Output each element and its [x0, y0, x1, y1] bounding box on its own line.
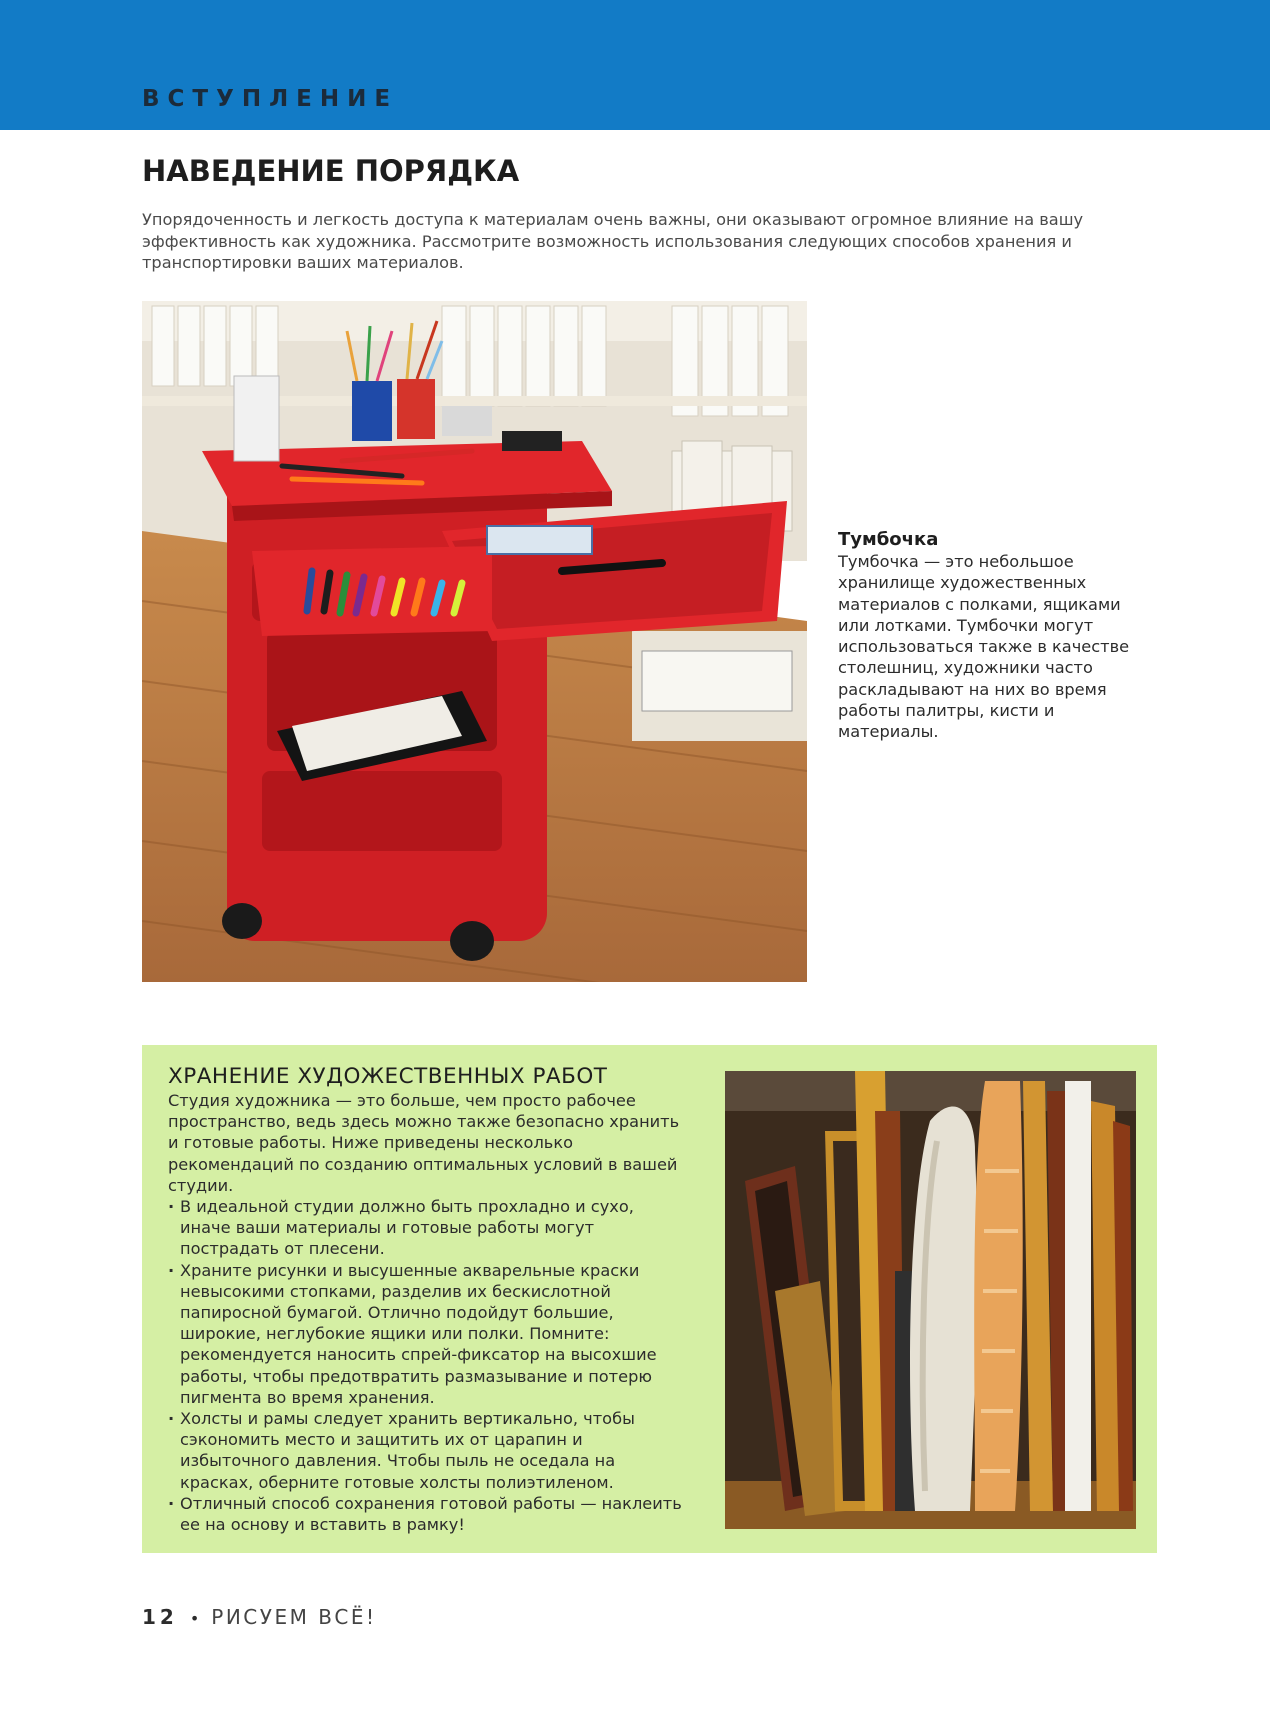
book-title: РИСУЕМ ВСЁ! — [211, 1605, 377, 1629]
page-title: НАВЕДЕНИЕ ПОРЯДКА — [142, 154, 520, 188]
sidebar-note — [838, 528, 1138, 743]
footer-separator: • — [189, 1609, 200, 1628]
section-label: ВСТУПЛЕНИЕ — [142, 86, 399, 112]
page-number: 12 — [142, 1605, 178, 1629]
intro-paragraph: Упорядоченность и легкость доступа к материалам очень важны, они оказывают огромное влияние на вашу эффективность как художника. Рассмотрите возможность использования следующих способов хранения и транспортировки ваших материалов. — [142, 210, 1084, 272]
frames-photo — [725, 1071, 1136, 1529]
sidebar-title: Тумбочка — [838, 529, 939, 550]
storage-box-title: ХРАНЕНИЕ ХУДОЖЕСТВЕННЫХ РАБОТ — [168, 1064, 608, 1089]
list-item: · Храните рисунки и высушенные акварельные краски невысокими стопками, разделив их бескислотной папиросной бумагой. Отлично подойдут большие, широкие, неглубокие ящики или полки. Помните: рекомендуется наносить спрей-фиксатор на высохшие работы, чтобы предотвратить размазывание и потерю пигмента во время хранения. — [168, 1260, 688, 1408]
list-item: · Холсты и рамы следует хранить вертикально, чтобы сэкономить место и защитить их от царапин и избыточного давления. Чтобы пыль не оседала на красках, оберните готовые холсты полиэтиленом. — [168, 1408, 688, 1493]
sidebar-text: Тумбочка — это небольшое хранилище художественных материалов с полками, ящиками или лотками. Тумбочки могут использоваться также в качестве столешниц, художники часто раскладывают на них во время работы палитры, кисти и материалы. — [838, 552, 1130, 742]
storage-box-intro: Студия художника — это больше, чем просто рабочее пространство, ведь здесь можно также безопасно хранить и готовые работы. Ниже приведены несколько рекомендаций по созданию оптимальных условий в вашей студии. — [168, 1091, 680, 1195]
list-item: · В идеальной студии должно быть прохладно и сухо, иначе ваши материалы и готовые работы могут пострадать от плесени. — [168, 1196, 688, 1260]
storage-box-text — [168, 1063, 688, 1535]
storage-tips-list — [168, 1196, 688, 1535]
list-item: · Отличный способ сохранения готовой работы — наклеить ее на основу и вставить в рамку! — [168, 1493, 688, 1535]
page-footer — [142, 1605, 377, 1629]
cart-photo — [142, 301, 807, 982]
